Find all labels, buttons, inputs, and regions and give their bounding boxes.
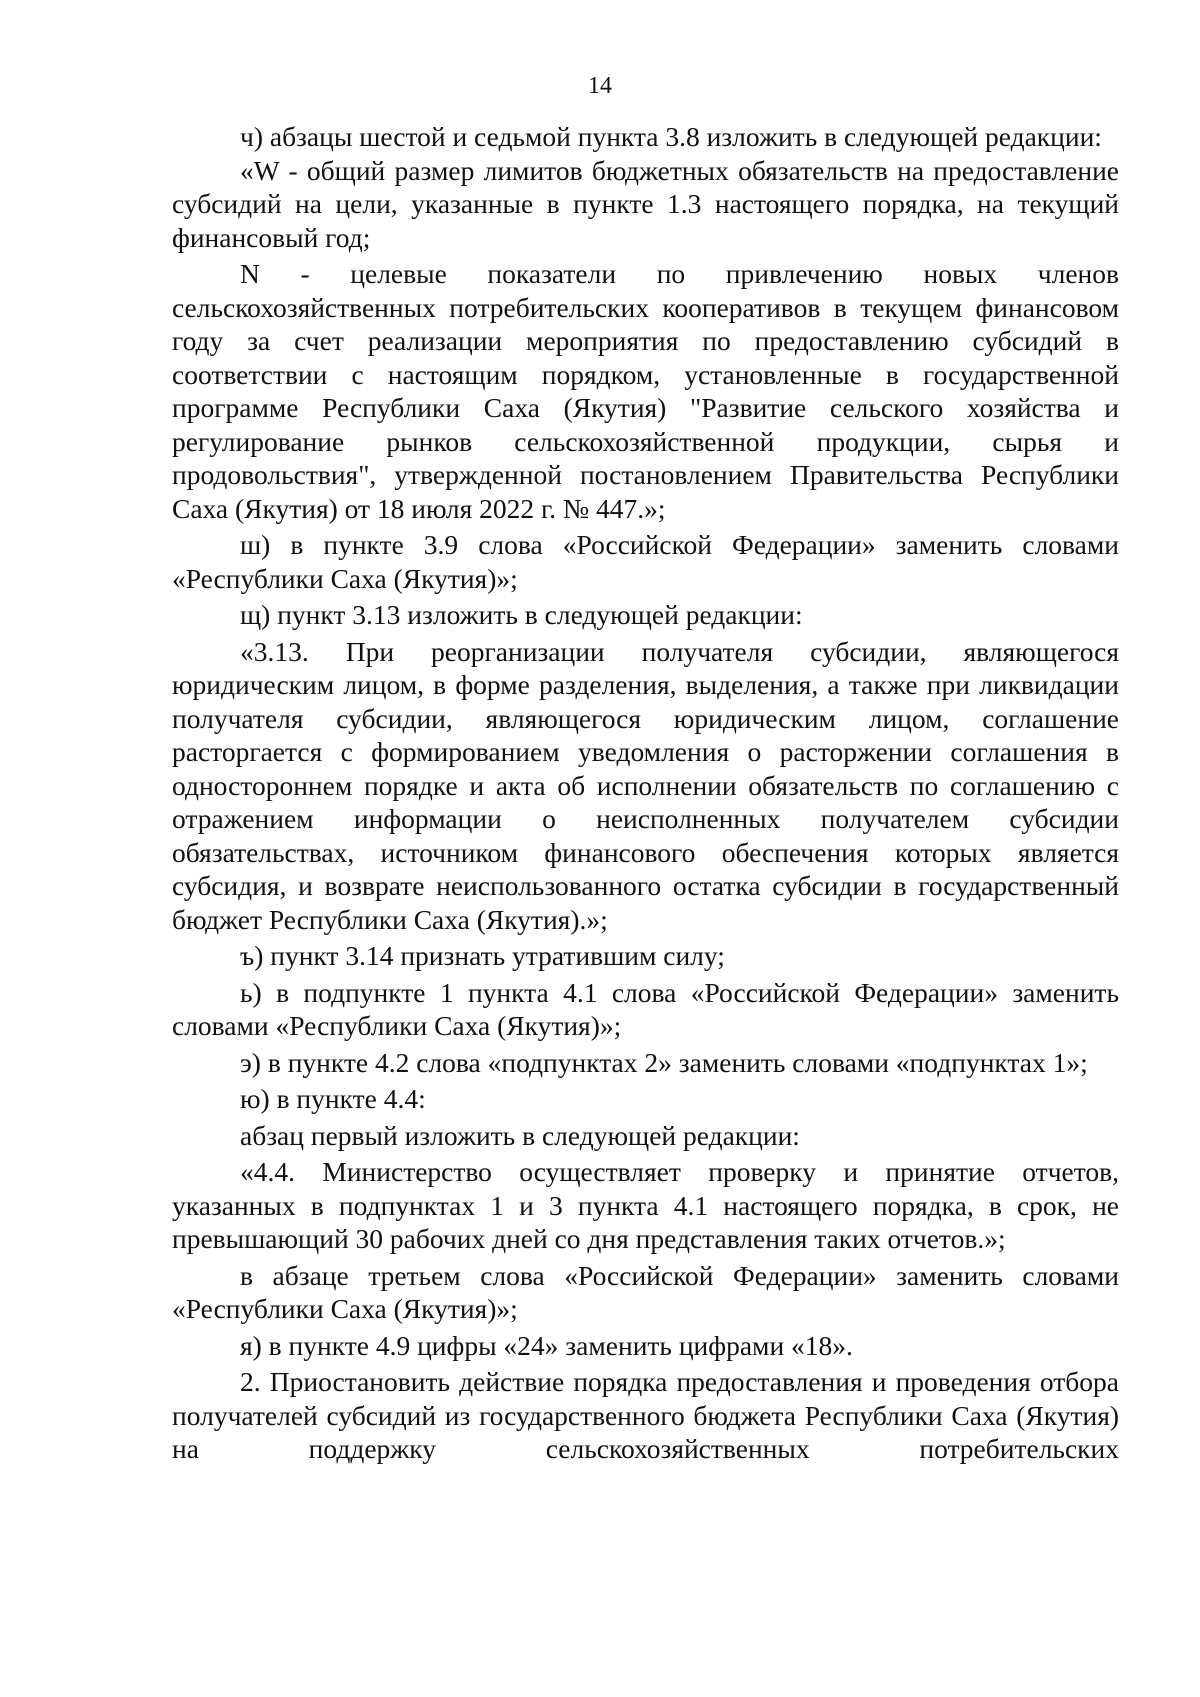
paragraph-amendment-ya: я) в пункте 4.9 цифры «24» заменить цифрами «18». [240,1329,853,1361]
paragraph-clause-4-4: «4.4. Министерство осуществляет проверку и принятие отчетов, указанных в подпунктах 1 и 3 пункта 4.1 настоящего порядка, в срок, не превышающий 30 рабочих дней со дня представления таких отчетов.»; [172,1156,1119,1254]
paragraph-amendment-sh: ш) в пункте 3.9 слова «Российской Федерации» заменить словами «Республики Саха (Якутия)»; [172,529,1119,594]
paragraph-first-abzac: абзац первый изложить в следующей редакции: [240,1119,800,1151]
paragraph-definition-w: «W - общий размер лимитов бюджетных обязательств на предоставление субсидий на цели, указанные в пункте 1.3 настоящего порядка, на текущий финансовый год; [172,154,1119,253]
paragraph-definition-n: N - целевые показатели по привлечению новых членов сельскохозяйственных потребительских кооперативов в текущем финансовом году за счет реализации мероприятия по предоставлению субсидий в соответствии с настоящим порядком, установленные в государственной программе Республики Саха (Якутия) "Развитие сельского хозяйства и регулирование рынков сельскохозяйственной продукции, сырья и продовольствия", утвержденной постановлением Правительства Республики Саха (Якутия) от 18 июля 2022 г. № 447.»; [172,258,1119,524]
paragraph-amendment-ch: ч) абзацы шестой и седьмой пункта 3.8 изложить в следующей редакции: [240,121,1102,152]
paragraph-third-abzac: в абзаце третьем слова «Российской Федерации» заменить словами «Республики Саха (Якутия)»; [172,1259,1119,1324]
paragraph-amendment-e: э) в пункте 4.2 слова «подпунктах 2» заменить словами «подпунктах 1»; [240,1046,1088,1078]
paragraph-item-2: 2. Приостановить действие порядка предоставления и проведения отбора получателей субсидий из государственного бюджета Республики Саха (Якутия) на поддержку сельскохозяйственных потребительских [172,1366,1119,1464]
paragraph-amendment-soft-sign: ь) в подпункте 1 пункта 4.1 слова «Российской Федерации» заменить словами «Республики Саха (Якутия)»; [172,976,1119,1041]
paragraph-clause-3-13: «3.13. При реорганизации получателя субсидии, являющегося юридическим лицом, в форме разделения, выделения, а также при ликвидации получателя субсидии, являющегося юридическим лицом, соглашение расторгается с формированием уведомления о расторжении соглашения в одностороннем порядке и акта об исполнении обязательств по соглашению с отражением информации о неисполненных получателем субсидии обязательствах, источником финансового обеспечения которых является субсидия, и возврате неиспользованного остатка субсидии в государственный бюджет Республики Саха (Якутия).»; [172,635,1119,935]
paragraph-amendment-yu: ю) в пункте 4.4: [240,1083,426,1114]
document-body [172,120,1119,1466]
paragraph-amendment-shch: щ) пункт 3.13 изложить в следующей редакции: [240,599,803,630]
page-number: 14 [588,73,612,99]
paragraph-amendment-hard-sign: ъ) пункт 3.14 признать утратившим силу; [240,940,725,971]
